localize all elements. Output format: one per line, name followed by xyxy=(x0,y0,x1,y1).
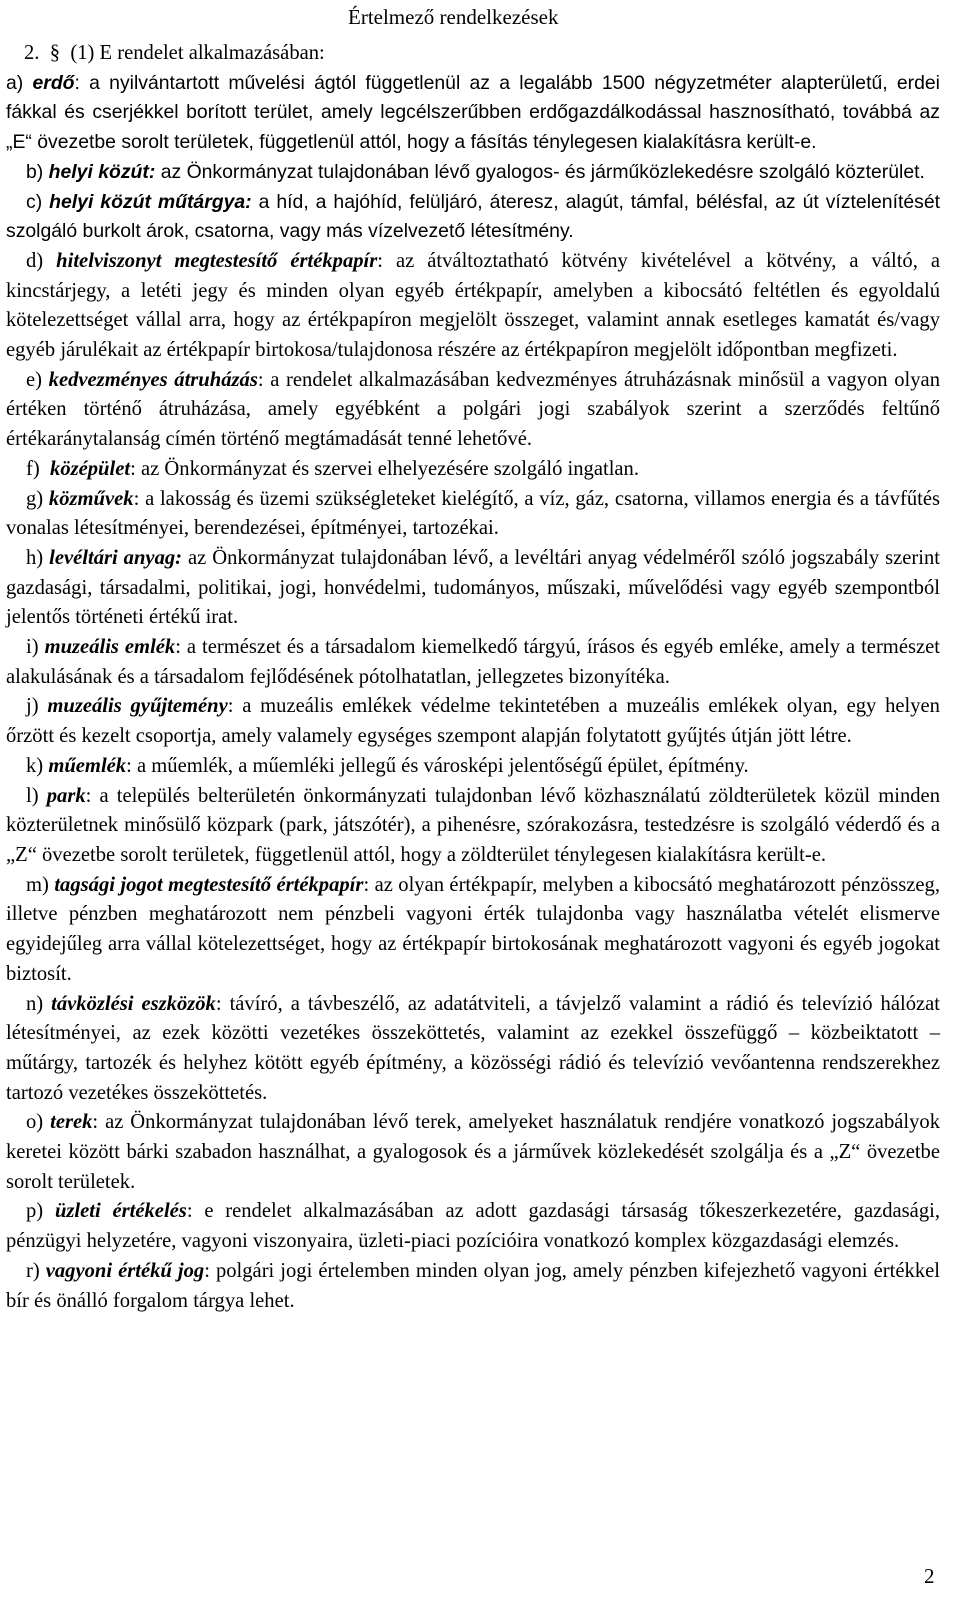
paragraph-sign: § xyxy=(49,42,61,64)
item-letter: m) xyxy=(26,873,49,896)
item-text: : az Önkormányzat tulajdonában lévő terek, amelyeket használatuk rendjére vonatkozó jogszabályok keretei között bárki szabadon használhat, a gyalogosok és a járművek közlekedését szolgálja és a „Z“ övezetbe sorolt területek. xyxy=(6,1111,940,1193)
item-letter: e) xyxy=(26,368,42,391)
item-text: : az átváltoztatható kötvény kivételével a kötvény, a váltó, a kincstárjegy, a letéti jegy és minden olyan egyéb értékpapír, amelyben a kibocsátó feltétlen és egyoldalú kötelezettséget vállal arra, hogy az értékpapíron megjelölt összeget, valamint annak esetleges kamatát és/vagy egyéb járulékait az értékpapír birtokosa/tulajdonosa részére az értékpapíron megjelölt időpontban megfizeti. xyxy=(6,249,941,362)
page-number: 2 xyxy=(924,1564,935,1588)
item-term: helyi közút: xyxy=(48,160,156,183)
item-letter: j) xyxy=(26,695,39,718)
item-term: helyi közút műtárgya: xyxy=(49,190,252,213)
item-letter: h) xyxy=(26,546,44,569)
section-intro xyxy=(6,39,940,69)
item-letter: c) xyxy=(26,190,43,213)
item-letter: o) xyxy=(26,1111,44,1134)
definition-item-o xyxy=(6,1108,940,1197)
item-term: középület xyxy=(50,457,131,480)
section-body xyxy=(6,39,940,1316)
item-letter: p) xyxy=(26,1200,44,1223)
definition-item-f xyxy=(6,455,940,485)
item-term: műemlék xyxy=(48,754,127,777)
item-text: : a rendelet alkalmazásában kedvezményes átruházásnak minősül a vagyon olyan értéken történő átruházása, amely egyébként a polgári jogi szabályok szerint a szerződés feltűnő értékaránytalanság címén történő megtámadását tenné lehetővé. xyxy=(6,368,940,451)
definition-item-j xyxy=(6,692,940,751)
item-term: tagsági jogot megtestesítő értékpapír xyxy=(54,873,364,896)
section-number: 2. xyxy=(24,42,40,64)
item-text: : e rendelet alkalmazásában az adott gazdasági társaság tőkeszerkezetére, gazdasági, pénzügyi helyzetére, vagyoni viszonyaira, üzleti-piaci pozícióira vonatkozó komplex közgazdasági elemzés. xyxy=(6,1200,940,1253)
item-letter: l) xyxy=(26,784,39,807)
item-text: : a lakosság és üzemi szükségleteket kielégítő, a víz, gáz, csatorna, villamos energia és a távfűtés vonalas létesítményei, berendezései, építményei, tartozékai. xyxy=(6,487,940,540)
item-term: terek xyxy=(50,1111,93,1134)
item-letter: k) xyxy=(26,754,44,777)
item-term: erdő xyxy=(32,71,75,94)
definition-item-n xyxy=(6,990,940,1109)
item-text: : távíró, a távbeszélő, az adatátviteli, a távjelző valamint a rádió és televízió hálózat létesítményei, az ezek közötti vezetékes összeköttetés, valamint az ezekkel összefüggő – közbeiktatott – műtárgy, tartozék és helyhez kötött egyéb építmény, a közösségi rádió és televízió vevőantenna rendszerekhez tartozó vezetékes összeköttetés. xyxy=(6,992,940,1104)
item-term: hitelviszonyt megtestesítő értékpapír xyxy=(56,249,378,272)
item-text: a híd, a hajóhíd, felüljáró, áteresz, alagút, támfal, bélésfal, az út víztelenítését szolgáló burkolt árok, csatorna, vagy más vízelvezető létesítmény. xyxy=(6,190,940,243)
item-text: az Önkormányzat tulajdonában lévő, a levéltári anyag védelméről szóló jogszabály szerint gazdasági, társadalmi, politikai, jogi, honvédelmi, tudományos, műszaki, művelődési vagy egyéb szempontból jelentős történeti értékű irat. xyxy=(6,546,940,629)
definition-item-a xyxy=(6,69,940,158)
item-text: : az Önkormányzat és szervei elhelyezésére szolgáló ingatlan. xyxy=(130,457,640,480)
definition-item-e xyxy=(6,366,940,455)
item-letter: b) xyxy=(26,160,44,183)
item-text: : a műemlék, a műemléki jellegű és városképi jelentőségű épület, építmény. xyxy=(126,754,749,777)
item-term: muzeális gyűjtemény xyxy=(47,695,228,718)
item-text: : polgári jogi értelemben minden olyan jog, amely pénzben kifejezhető vagyoni értékkel bír és önálló forgalom tárgya lehet. xyxy=(6,1259,940,1312)
item-text: : a település belterületén önkormányzati tulajdonban lévő közhasználatú zöldterületek közül minden közterületnek minősülő közpark (park, játszótér), a pihenésre, szórakozásra, testedzésre is szolgáló véderdő és a „Z“ övezetbe sorolt területek, függetlenül attól, hogy a zöldterület ténylegesen kialakításra került-e. xyxy=(6,784,940,866)
item-term: park xyxy=(46,784,86,807)
item-term: levéltári anyag: xyxy=(49,546,183,569)
item-letter: a) xyxy=(6,71,24,94)
definition-item-d xyxy=(6,247,940,366)
item-letter: i) xyxy=(26,636,39,659)
item-text: : a muzeális emlékek védelme tekintetében a muzeális emlékek olyan, egy helyen őrzött és kezelt csoportja, amely valamely egységes szempont alapján folytatott gyűjtés útján jött létre. xyxy=(6,695,940,748)
definition-item-r xyxy=(6,1257,940,1316)
item-text: : a természet és a társadalom kiemelkedő tárgyú, írásos és egyéb emléke, amely a természet alakulásának és a társadalom fejlődésének pótolhatatlan, jellegzetes bizonyítéka. xyxy=(6,636,940,688)
definition-item-p xyxy=(6,1197,940,1256)
intro-text: (1) E rendelet alkalmazásában: xyxy=(70,42,325,64)
definition-item-i xyxy=(6,633,940,692)
item-term: közművek xyxy=(48,487,134,510)
section-title: Értelmező rendelkezések xyxy=(348,5,559,29)
item-text: : a nyilvántartott művelési ágtól függetlenül az a legalább 1500 négyzetméter alapterületű, erdei fákkal és cserjékkel borított terület, amely legcélszerűbben erdőgazdálkodással hasznosítható, továbbá az „E“ övezetbe sorolt területek, függetlenül attól, hogy a fásítás ténylegesen kialakításra került-e. xyxy=(6,71,940,154)
item-term: üzleti értékelés xyxy=(54,1200,187,1223)
definition-item-h xyxy=(6,544,940,633)
definition-item-k xyxy=(6,752,940,782)
item-text: : az olyan értékpapír, melyben a kibocsátó meghatározott pénzösszeg, illetve pénzben meghatározott nem pénzbeli vagyoni érték tulajdonba vagy használatba vételét elismerve egyidejűleg arra vállal kötelezettséget, hogy az értékpapír birtokosának meghatározott vagyoni és egyéb jogokat biztosít. xyxy=(6,873,940,985)
item-term: vagyoni értékű jog xyxy=(45,1259,205,1282)
item-letter: n) xyxy=(26,992,44,1015)
definition-item-c xyxy=(6,188,940,247)
item-letter: d) xyxy=(26,249,44,272)
definition-item-m xyxy=(6,871,940,990)
definition-item-l xyxy=(6,782,940,871)
item-term: távközlési eszközök xyxy=(51,992,216,1015)
item-letter: f) xyxy=(26,457,40,480)
item-term: muzeális emlék xyxy=(44,636,176,659)
item-text: az Önkormányzat tulajdonában lévő gyalogos- és járműközlekedésre szolgáló közterület. xyxy=(155,160,925,183)
definition-item-b xyxy=(6,158,940,188)
definition-item-g xyxy=(6,485,940,544)
item-term: kedvezményes átruházás xyxy=(48,368,258,391)
item-letter: g) xyxy=(26,487,44,510)
item-letter: r) xyxy=(26,1259,40,1282)
